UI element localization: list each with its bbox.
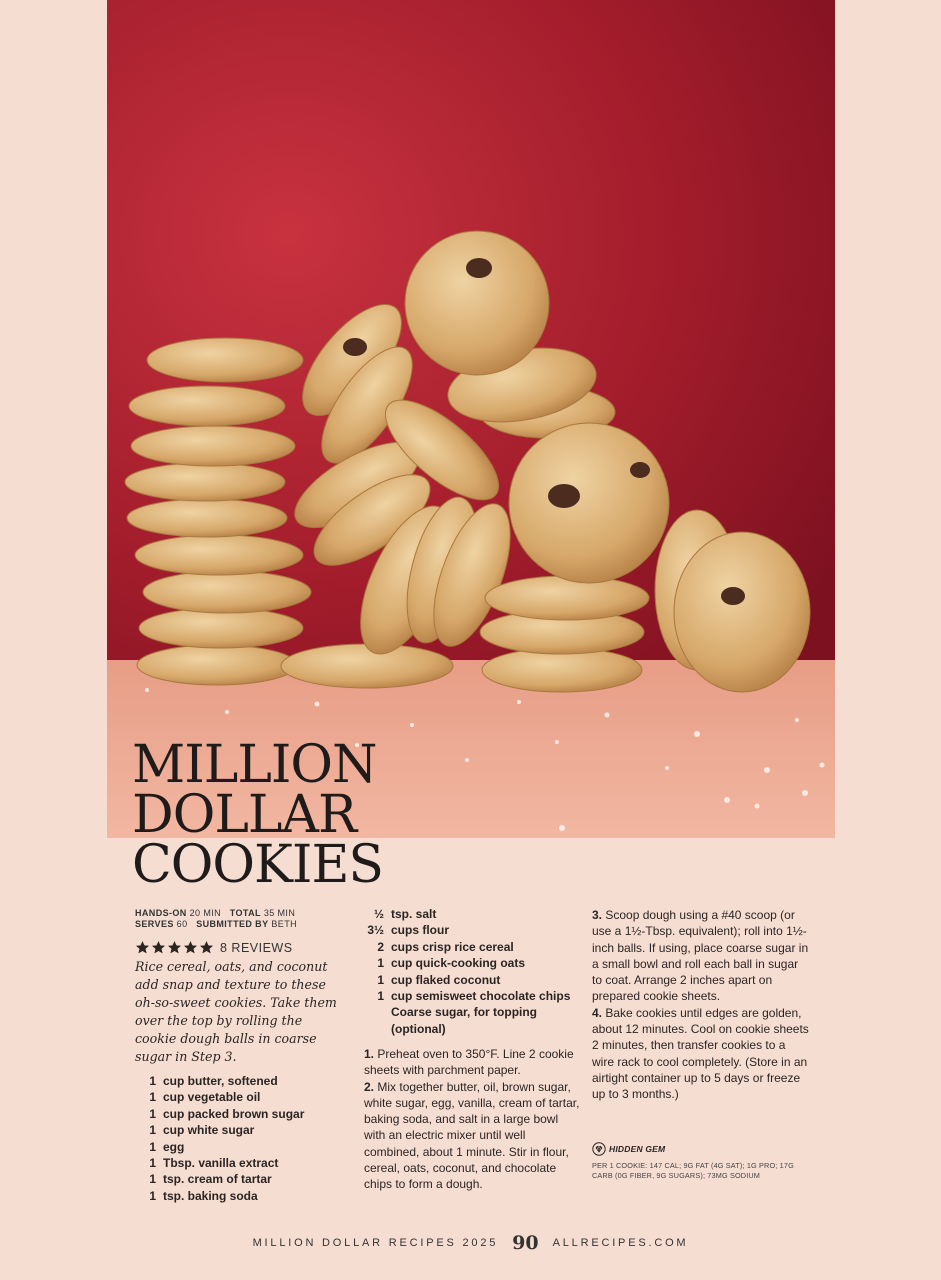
title-line-3: COOKIES	[132, 835, 384, 895]
ingredient-text: cup vegetable oil	[163, 1090, 261, 1105]
recipe-intro: Rice cereal, oats, and coconut add snap and texture to these oh-so-sweet cookies. Take them over the top by rolling the cookie dough balls in coarse sugar in Step 3.	[135, 959, 337, 1064]
nutrition-info: PER 1 COOKIE: 147 CAL; 9G FAT (4G SAT); 1G PRO; 17G CARB (0G FIBER, 9G SUGARS); 73MG SODIUM	[592, 1161, 794, 1180]
step-2: 2. Mix together butter, oil, brown sugar, white sugar, egg, vanilla, cream of tartar, baking soda, and salt in a large bowl with an electric mixer until well combined, about 1 minute. Stir in flour, cereal, oats, coconut, and chocolate chips to form a dough.	[364, 1079, 580, 1192]
ingredient-item	[350, 1004, 590, 1037]
page-footer	[0, 1232, 941, 1254]
ingredient-qty: 1	[377, 972, 384, 987]
ingredient-qty: 2	[377, 939, 384, 954]
ingredient-text: tsp. salt	[391, 907, 437, 921]
ingredient-text: cup flaked coconut	[391, 972, 501, 987]
serves-label: SERVES	[135, 919, 174, 929]
title-line-2: DOLLAR	[132, 785, 357, 845]
hidden-gem-label: HIDDEN GEM	[609, 1144, 666, 1154]
ingredient-text: Tbsp. vanilla extract	[163, 1156, 279, 1171]
star-icon	[151, 940, 166, 955]
ingredient-text: tsp. cream of tartar	[163, 1172, 272, 1187]
ingredient-qty: 1	[377, 989, 384, 1004]
recipe-title	[132, 735, 552, 895]
star-icon	[167, 940, 182, 955]
footer-publication: MILLION DOLLAR RECIPES 2025	[252, 1237, 499, 1249]
ingredient-text: egg	[163, 1139, 185, 1154]
review-count: 8 REVIEWS	[220, 940, 293, 955]
cookie-photo	[107, 0, 835, 845]
ingredient-text: cup packed brown sugar	[163, 1106, 305, 1121]
ingredient-qty: 1	[149, 1156, 156, 1171]
star-rating	[135, 940, 214, 955]
star-icon	[135, 940, 150, 955]
ingredient-qty: 1	[149, 1106, 156, 1121]
step-4: 4. Bake cookies until edges are golden, about 12 minutes. Cool on cookie sheets 2 minutes, then transfer cookies to a wire rack to cool completely. (Store in an airtight container up to 5 days or freeze up to 3 months.)	[592, 1005, 809, 1102]
ingredient-item	[135, 1155, 304, 1171]
ingredient-text: cup semisweet chocolate chips	[391, 989, 571, 1004]
hands-on-label: HANDS-ON	[135, 908, 187, 918]
title-line-1: MILLION	[132, 735, 377, 795]
ingredient-qty: 1	[149, 1188, 156, 1203]
submitted-label: SUBMITTED BY	[196, 919, 269, 929]
submitted-value: BETH	[271, 919, 298, 929]
ingredient-qty: 1	[149, 1172, 156, 1187]
ingredient-item	[135, 1122, 304, 1138]
ingredient-text: cup butter, softened	[163, 1074, 278, 1088]
serves-value: 60	[176, 919, 188, 929]
hidden-gem-badge	[592, 1142, 665, 1156]
star-icon	[199, 940, 214, 955]
ingredients-list-1	[135, 1073, 304, 1204]
ingredient-item	[350, 972, 590, 988]
step-1: 1. Preheat oven to 350°F. Line 2 cookie sheets with parchment paper.	[364, 1047, 574, 1078]
ingredient-text: cups flour	[391, 923, 450, 938]
ingredient-text: Coarse sugar, for topping (optional)	[391, 1005, 538, 1036]
steps-column-1	[364, 1046, 580, 1193]
ingredient-item	[135, 1106, 304, 1122]
ingredients-list-2	[350, 906, 590, 1037]
ingredient-qty: ½	[373, 907, 384, 921]
hands-on-value: 20 MIN	[189, 908, 222, 918]
total-value: 35 MIN	[263, 908, 296, 918]
ingredient-item	[135, 1171, 304, 1187]
rating	[135, 940, 293, 955]
ingredient-qty: 1	[377, 956, 384, 971]
total-label: TOTAL	[229, 908, 261, 918]
ingredient-qty: 1	[149, 1090, 156, 1105]
ingredient-text: cup white sugar	[163, 1123, 255, 1138]
ingredient-item	[135, 1139, 304, 1155]
ingredient-qty: 1	[149, 1123, 156, 1138]
ingredient-qty	[350, 1004, 391, 1037]
ingredient-item	[350, 922, 590, 938]
ingredient-text: tsp. baking soda	[163, 1188, 258, 1203]
ingredient-qty: 1	[149, 1074, 156, 1088]
ingredient-text: cup quick-cooking oats	[391, 956, 526, 971]
ingredient-item	[135, 1089, 304, 1105]
footer-website: ALLRECIPES.COM	[552, 1237, 689, 1249]
ingredient-qty: 1	[149, 1139, 156, 1154]
recipe-meta	[135, 908, 355, 930]
ingredient-qty: 3½	[367, 923, 384, 938]
ingredient-item	[135, 1188, 304, 1204]
ingredient-item	[135, 1073, 304, 1089]
gem-icon	[592, 1142, 606, 1156]
page-number: 90	[512, 1232, 539, 1254]
ingredient-item	[350, 939, 590, 955]
ingredient-item	[350, 988, 590, 1004]
star-icon	[183, 940, 198, 955]
step-3: 3. Scoop dough using a #40 scoop (or use a 1½-Tbsp. equivalent); roll into 1½-inch balls. If using, place coarse sugar in a small bowl and roll each ball in sugar to coat. Arrange 2 inches apart on prepared cookie sheets.	[592, 908, 809, 1004]
steps-column-2	[592, 907, 810, 1103]
ingredient-item	[350, 906, 590, 922]
ingredient-item	[350, 955, 590, 971]
ingredient-text: cups crisp rice cereal	[391, 939, 514, 954]
